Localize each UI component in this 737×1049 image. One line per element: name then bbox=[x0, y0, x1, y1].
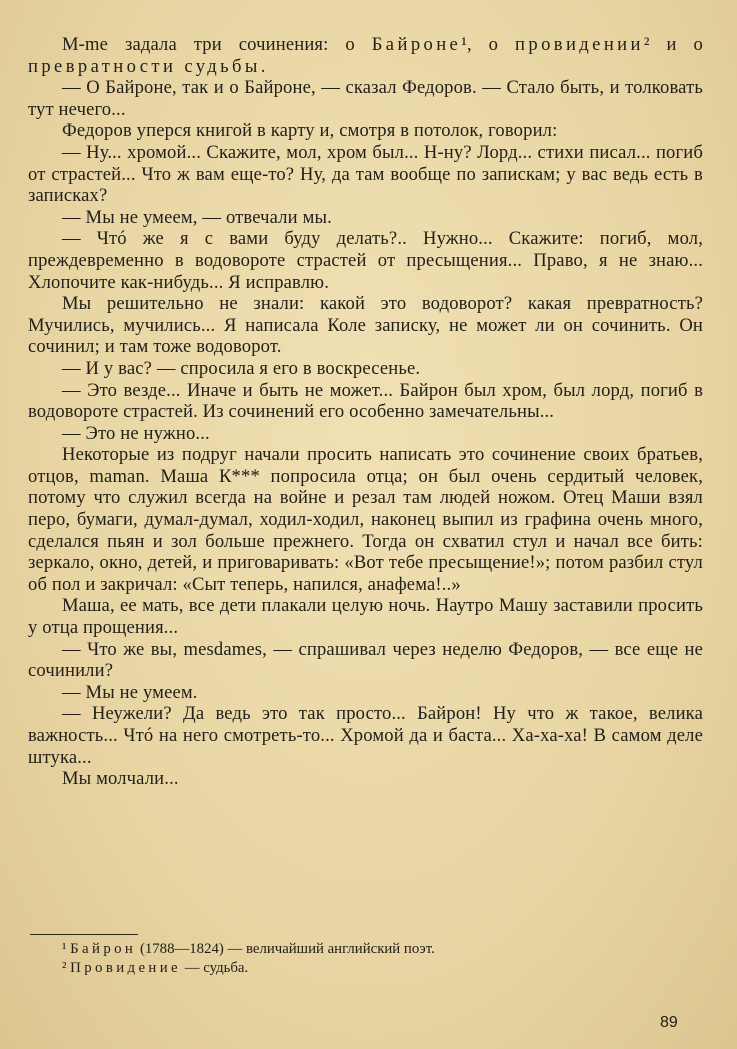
footnotes bbox=[62, 940, 682, 978]
paragraph: — И у вас? — спросила я его в воскресенье. bbox=[62, 357, 421, 379]
footnote-term: Провидение bbox=[70, 960, 182, 976]
paragraph: Мы решительно не знали: какой это водоворот? какая превратность? Мучились, мучились... Я написала Коле записку, не может ли он сочинить. Он сочинил; и там тоже водоворот. bbox=[28, 293, 703, 358]
footnote-divider bbox=[30, 934, 138, 935]
paragraph: M-me задала три сочинения: о Байроне¹, о провидении² и о превратности судьбы. bbox=[28, 34, 703, 77]
page-number: 89 bbox=[660, 1014, 678, 1031]
footnote-2 bbox=[62, 959, 682, 978]
paragraph: — Мы не умеем, — отвечали мы. bbox=[62, 206, 332, 228]
footnote-text: (1788—1824) — величайший английский поэт. bbox=[136, 941, 435, 957]
footnote-1 bbox=[62, 940, 682, 959]
footnote-term: Байрон bbox=[70, 941, 137, 957]
footnote-text: — судьба. bbox=[181, 960, 249, 976]
paragraph: Мы молчали... bbox=[62, 768, 179, 790]
body-text bbox=[28, 34, 703, 790]
paragraph: Маша, ее мать, все дети плакали целую ночь. Наутро Машу заставили просить у отца прощения... bbox=[28, 595, 703, 639]
paragraph: — Это не нужно... bbox=[62, 422, 210, 444]
paragraph: — Неужели? Да ведь это так просто... Байрон! Ну что ж такое, велика важность... Чтó на него смотреть-то... Хромой да и баста... Ха-ха-ха! В самом деле штука... bbox=[28, 703, 703, 768]
paragraph: Некоторые из подруг начали просить написать это сочинение своих братьев, отцов, maman. Маша К*** попросила отца; он был очень сердитый человек, потому что служил всегда на войне и резал там людей ножом. Отец Маши взял перо, бумаги, думал-думал, ходил-ходил, наконец выпил из графина очень много, сделался пьян и зол больше прежнего. Тогда он схватил стул и начал все бить: зеркало, окно, детей, и приговаривать: «Вот тебе пресыщение!»; потом разбил стул об пол и закричал: «Сыт теперь, напился, анафема!..» bbox=[28, 444, 703, 595]
footnote-mark: ¹ bbox=[62, 941, 67, 957]
paragraph: — Что же вы, mesdames, — спрашивал через неделю Федоров, — все еще не сочинили? bbox=[28, 638, 703, 682]
footnote-mark: ² bbox=[62, 960, 67, 976]
paragraph: — Это везде... Иначе и быть не может... Байрон был хром, был лорд, погиб в водовороте страстей. Из сочинений его особенно замечательны... bbox=[28, 379, 703, 423]
paragraph: — Мы не умеем. bbox=[62, 681, 198, 703]
paragraph: — О Байроне, так и о Байроне, — сказал Федоров. — Стало быть, и толковать тут нечего... bbox=[28, 77, 703, 120]
paragraph: Федоров уперся книгой в карту и, смотря в потолок, говорил: bbox=[62, 120, 558, 142]
paragraph: — Ну... хромой... Скажите, мол, хром был... Н-ну? Лорд... стихи писал... погиб от страстей... Что ж вам еще-то? Ну, да там вообще по запискам; у вас ведь есть в записках? bbox=[28, 141, 703, 207]
paragraph: — Чтó же я с вами буду делать?.. Нужно... Скажите: погиб, мол, преждевременно в водовороте страстей от пресыщения... Право, я не знаю... Хлопочите как-нибудь... Я исправлю. bbox=[28, 228, 703, 293]
